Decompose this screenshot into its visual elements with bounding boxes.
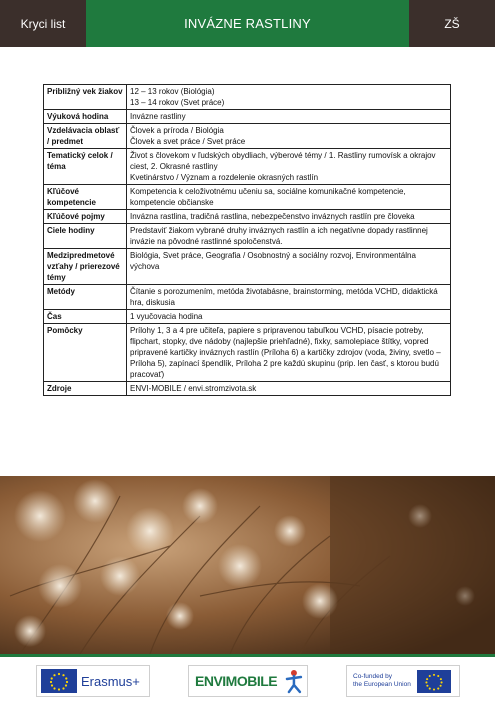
envimobile-figure-icon [281, 668, 307, 694]
table-row [44, 124, 451, 149]
row-value [127, 210, 451, 224]
table-row [44, 110, 451, 124]
row-value [127, 324, 451, 382]
row-label: Metódy [44, 285, 127, 310]
header-section-label: Kryci list [0, 0, 86, 47]
row-value-line: 13 – 14 rokov (Svet práce) [130, 98, 225, 107]
row-value-line: Invázne rastliny [130, 112, 186, 121]
row-label: Ciele hodiny [44, 224, 127, 249]
row-label: Čas [44, 310, 127, 324]
row-value [127, 85, 451, 110]
table-row [44, 185, 451, 210]
row-label: Vzdelávacia oblasť / predmet [44, 124, 127, 149]
eu-cofunded-label: Co-funded by the European Union [353, 673, 411, 688]
row-label: Zdroje [44, 382, 127, 396]
eu-cofunded-logo [346, 665, 460, 697]
eu-flag-icon [417, 670, 451, 693]
row-value [127, 185, 451, 210]
table-row [44, 224, 451, 249]
row-value-line: Človek a svet práce / Svet práce [130, 137, 246, 146]
row-value-line: 12 – 13 rokov (Biológia) [130, 87, 215, 96]
row-value [127, 310, 451, 324]
row-value-line: Biológia, Svet práce, Geografia / Osobnostný a sociálny rozvoj, Environmentálna výchova [130, 251, 416, 271]
table-row [44, 382, 451, 396]
row-value-line: ENVI-MOBILE / envi.stromzivota.sk [130, 384, 257, 393]
lesson-info-table [43, 84, 451, 396]
eu-flag-icon [41, 669, 77, 693]
erasmus-label: Erasmus+ [81, 673, 140, 689]
row-label: Medzipredmetové vzťahy / prierezové témy [44, 249, 127, 285]
erasmus-logo [36, 665, 150, 697]
table-row [44, 85, 451, 110]
row-value [127, 285, 451, 310]
row-label: Výuková hodina [44, 110, 127, 124]
dried-plants-image [0, 476, 495, 654]
table-row [44, 285, 451, 310]
row-label: Približný vek žiakov [44, 85, 127, 110]
row-label: Tematický celok / téma [44, 149, 127, 185]
row-value-line: 1 vyučovacia hodina [130, 312, 203, 321]
table-row [44, 249, 451, 285]
row-value-line: Predstaviť žiakom vybrané druhy inváznych rastlín a ich negatívne dopady rastlinnej invázie na pôvodné rastlinné spoločenstvá. [130, 226, 428, 246]
row-label: Pomôcky [44, 324, 127, 382]
row-value-line: Invázna rastlina, tradičná rastlina, nebezpečenstvo inváznych rastlín pre človeka [130, 212, 415, 221]
page-header [0, 0, 495, 47]
row-value [127, 249, 451, 285]
row-value [127, 224, 451, 249]
plant-photo [0, 476, 495, 654]
header-school-level: ZŠ [409, 0, 495, 47]
row-label: Kľúčové pojmy [44, 210, 127, 224]
table-row [44, 324, 451, 382]
row-value-line: Život s človekom v ľudských obydliach, výberové témy / 1. Rastliny rumovísk a okrajov ciest, 2. Okrasné rastliny [130, 151, 436, 171]
row-value [127, 382, 451, 396]
envimobile-label: ENVIMOBILE [195, 673, 278, 689]
table-row [44, 310, 451, 324]
envimobile-logo [188, 665, 308, 697]
row-value [127, 149, 451, 185]
row-label: Kľúčové kompetencie [44, 185, 127, 210]
row-value-line: Kompetencia k celoživotnému učeniu sa, sociálne komunikačné kompetencie, kompetencie občianske [130, 187, 406, 207]
row-value-line: Kvetinárstvo / Význam a rozdelenie okrasných rastlín [130, 173, 319, 182]
row-value-line: Prílohy 1, 3 a 4 pre učiteľa, papiere s pripravenou tabuľkou VCHD, písacie potreby, flipchart, stopky, dve nádoby (najlepšie priehľadné), fixky, samolepiace štítky, vopred pripravené kartičky inváznych rastlín (Príloha 6) a kartičky zdrojov (voda, živiny, svetlo – Príloha 5), zapínací špendlík, Príloha 2 pre každú skupinu (prip. len časť, s ktorou budú pracovať) [130, 326, 441, 379]
page-title: INVÁZNE RASTLINY [86, 0, 409, 47]
row-value-line: Čítanie s porozumením, metóda životabásne, brainstorming, metóda VCHD, didaktická hra, diskusia [130, 287, 438, 307]
page-footer [0, 654, 495, 703]
table-row [44, 149, 451, 185]
row-value [127, 110, 451, 124]
table-row [44, 210, 451, 224]
row-value-line: Človek a príroda / Biológia [130, 126, 224, 135]
row-value [127, 124, 451, 149]
